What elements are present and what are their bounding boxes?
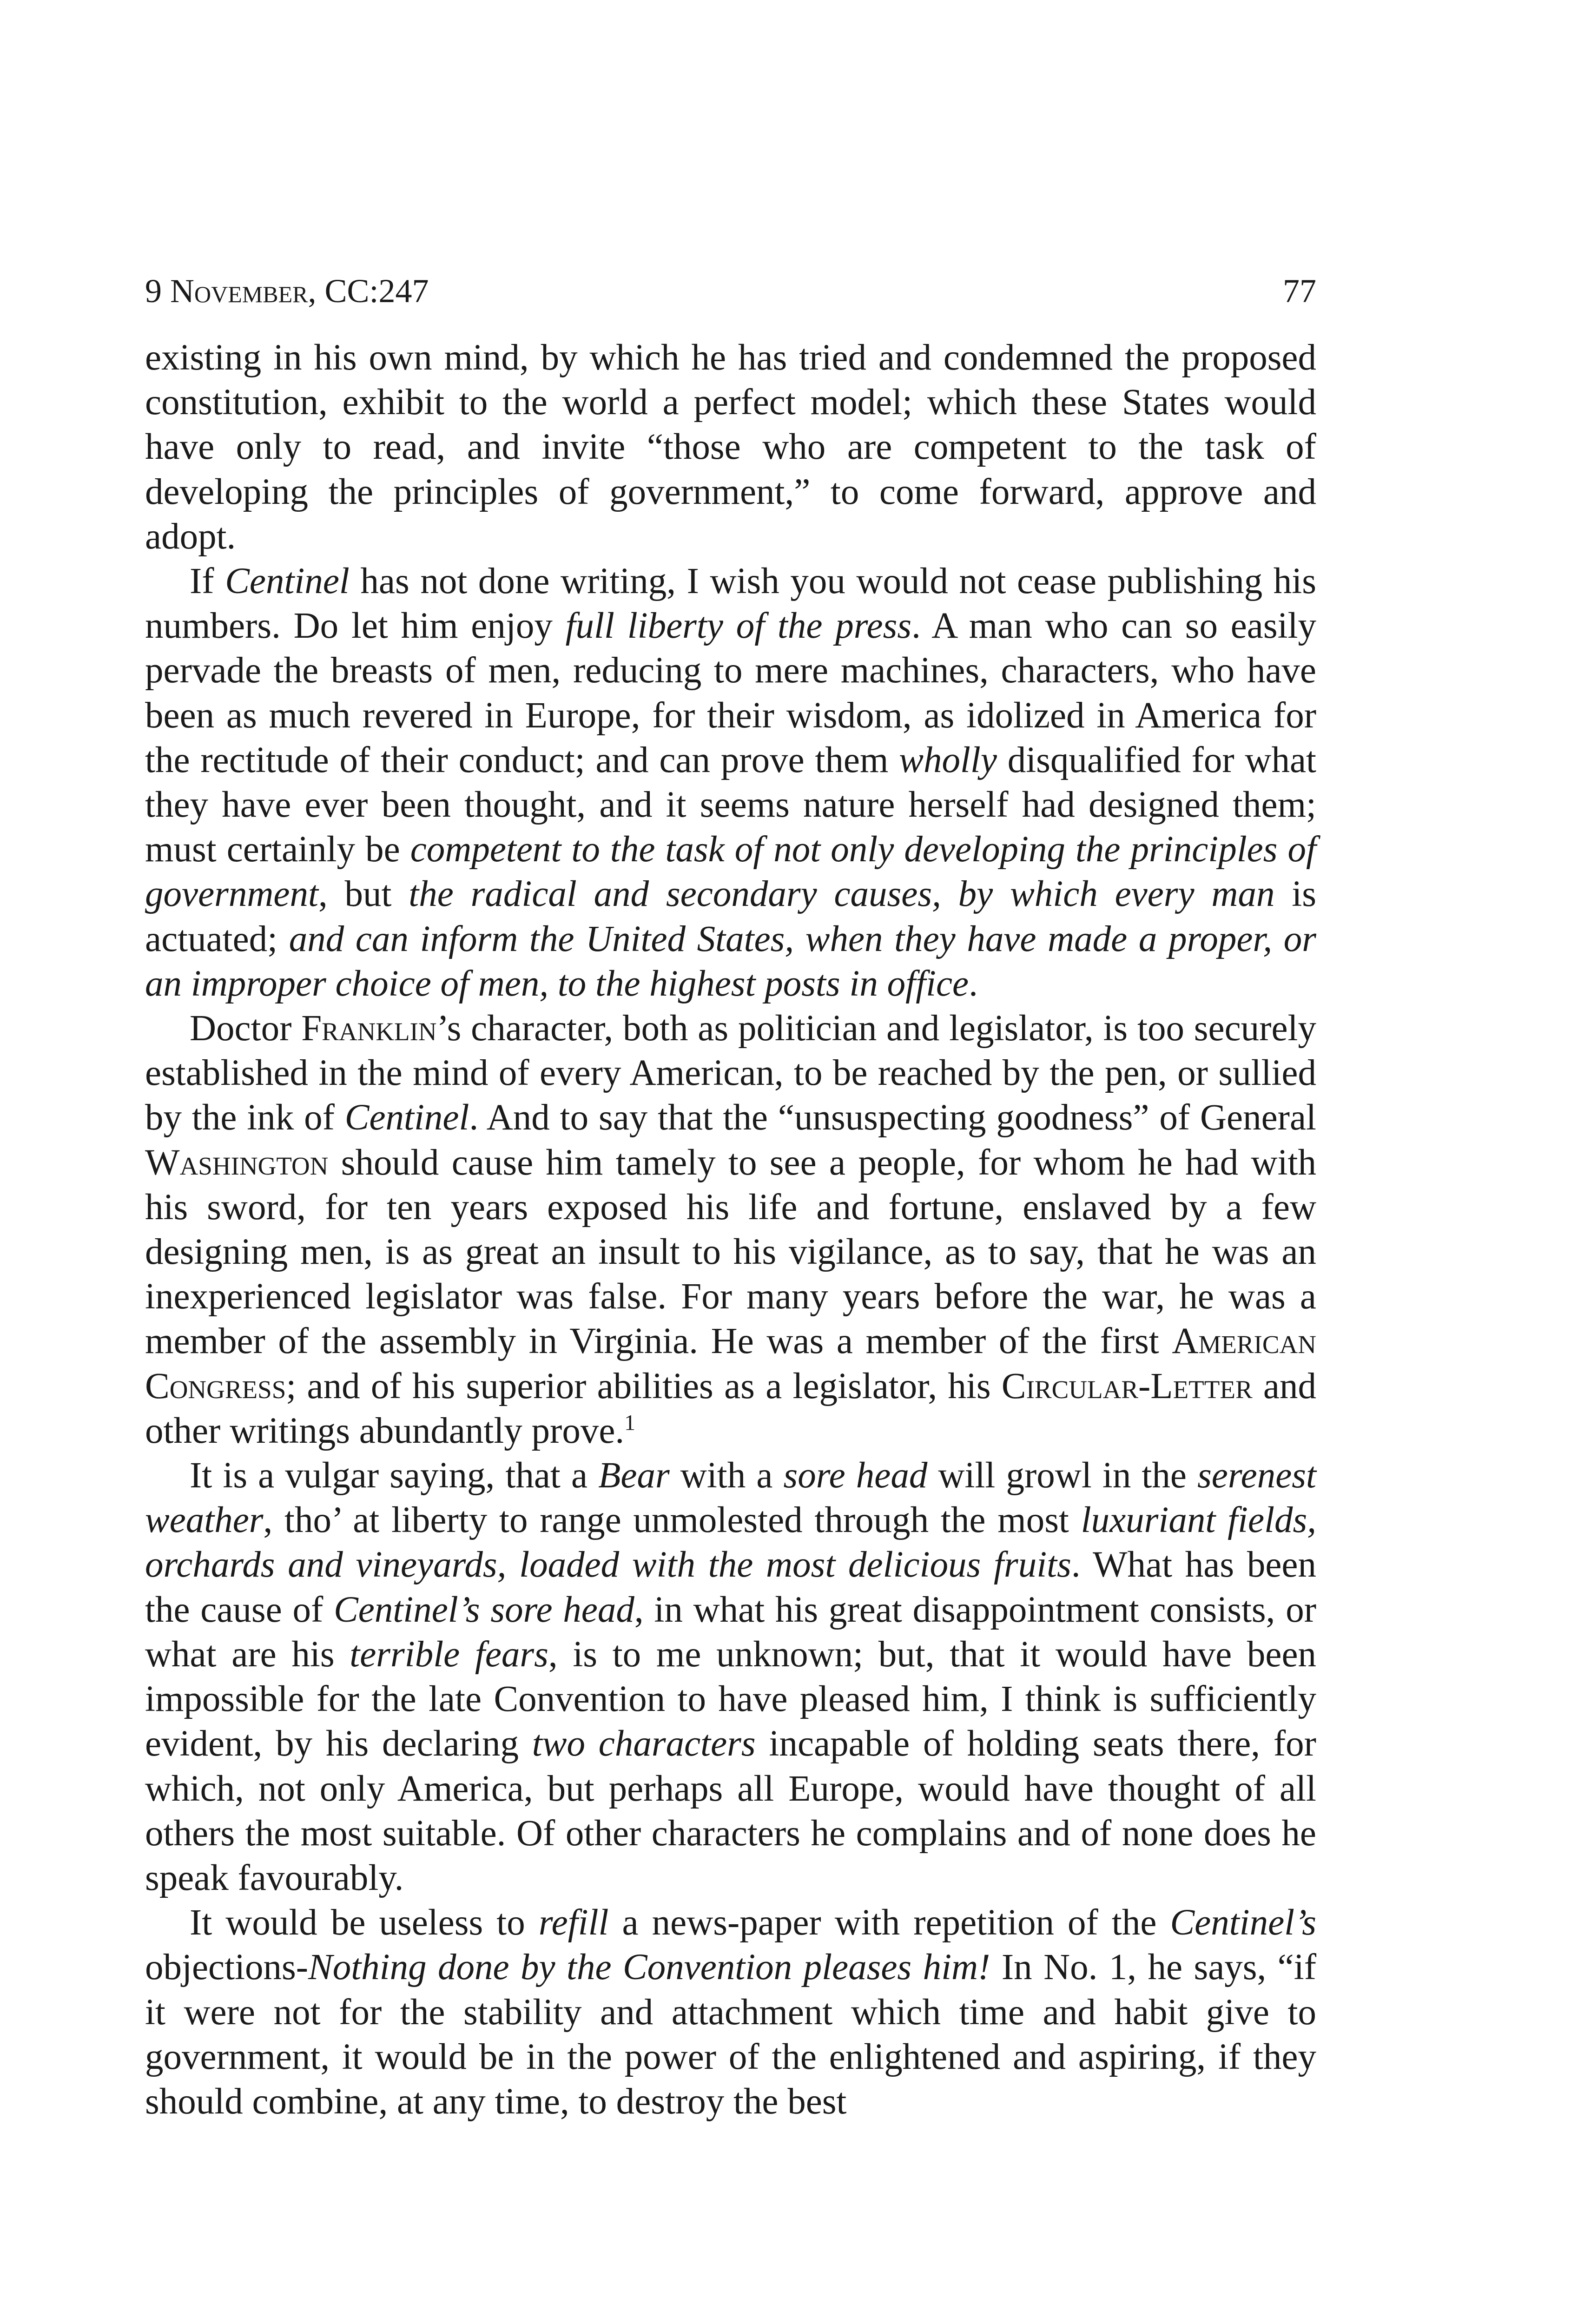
italic-run: and can inform the United States, when they have made a proper, or an improper choice of men, to the highest posts in office [145,918,1316,1004]
text-run: . And to say that the “unsuspecting goodness” of General [469,1097,1316,1138]
italic-run: the radical and secondary causes, by which every man [409,874,1275,915]
running-head-left [145,274,429,308]
italic-run: competent to the task of not only developing the principles of government [145,829,1316,915]
italic-run: Centinel’s [1170,1902,1317,1943]
body-text [145,336,1316,2124]
italic-run: Nothing done by the Convention pleases him! [308,1947,990,1988]
paragraph [145,1006,1316,1453]
italic-run: refill [538,1902,609,1943]
italic-run: Centinel’s sore head [334,1589,634,1630]
small-caps-run: American Congress [145,1321,1316,1406]
running-head-number: 9 [145,272,162,310]
text-run: existing in his own mind, by which he has tried and condemned the proposed constitution, exhibit to the world a perfect model; which these States would have only to read, and invite “those who are competent to the task of developing the principles of government,” to come forward, approve and adopt. [145,337,1316,557]
italic-run: wholly [899,739,997,780]
paragraph [145,336,1316,559]
italic-run: terrible fears [350,1634,548,1675]
text-run: . What has been the cause of [145,1545,1316,1630]
italic-run: two characters [532,1723,756,1764]
text-run: incapable of holding seats there, for which, not only America, but perhaps all Europe, would have thought of all others the most suitable. Of other characters he complains and of none does he speak favourably. [145,1723,1316,1898]
running-head [145,274,1316,308]
small-caps-run: Circular-Letter [1001,1366,1253,1406]
text-run: disqualified for what they have ever been thought, and it seems nature herself had designed them; must certainly be [145,739,1316,870]
page-number: 77 [1283,272,1316,310]
paragraph [145,559,1316,1006]
text-run: should cause him tamely to see a people, for whom he had with his sword, for ten years exposed his life and fortune, enslaved by a few designing men, is as great an insult to his vigilance, as to say, that he was an inexperienced legislator was false. For many years before the war, he was a member of the assembly in Virginia. He was a member of the first [145,1142,1316,1362]
italic-run: full liberty of the press [565,606,912,647]
italic-run: serenest weather [145,1455,1317,1541]
italic-run: sore head [783,1455,928,1496]
text-run: , in what his great disappointment consists, or what are his [145,1589,1317,1675]
text-run: . A man who can so easily pervade the breasts of men, reducing to mere machines, characters, who have been as much revered in Europe, for their wisdom, as idolized in America for the rectitude of their conduct; and can prove them [145,606,1316,780]
text-run: ; and of his superior abilities as a legislator, his [286,1366,1002,1406]
text-run: and other writings abundantly prove. [145,1366,1317,1451]
small-caps-run: Washington [145,1142,329,1183]
footnote-marker: 1 [624,1410,636,1435]
text-run: , tho’ at liberty to range unmolested through the most [263,1500,1081,1541]
text-run: , but [318,874,409,915]
italic-run: Bear [598,1455,670,1496]
text-run: a news-paper with repetition of the [608,1902,1170,1943]
text-run: In No. 1, he says, “if it were not for the stability and attachment which time and habit give to government, it would be in the power of the enlightened and aspiring, if they should combine, at any time, to destroy the best [145,1947,1316,2122]
running-head-month: November [170,272,308,310]
paragraph [145,1901,1316,2124]
italic-run: luxuriant fields, orchards and vineyards, loaded with the most delicious fruits [145,1500,1317,1585]
text-run: It is a vulgar saying, that a [190,1455,599,1496]
text-run: If [190,561,225,602]
text-run: . [969,963,978,1004]
text-run: with a [669,1455,784,1496]
text-run: will growl in the [927,1455,1198,1496]
text-run: ’s character, both as politician and legislator, is too securely established in the mind of every American, to be reached by the pen, or sullied by the ink of [145,1008,1316,1138]
running-head-ref: , CC:247 [308,272,429,310]
text-run: It would be useless to [190,1902,539,1943]
text-run: has not done writing, I wish you would not cease publishing his numbers. Do let him enjoy [145,561,1316,647]
text-run: objections- [145,1947,309,1988]
text-run: , is to me unknown; but, that it would have been impossible for the late Convention to have pleased him, I think is sufficiently evident, by his declaring [145,1634,1317,1764]
italic-run: Centinel [344,1097,469,1138]
text-run: is actuated; [145,874,1317,959]
italic-run: Centinel [225,561,350,602]
document-page [145,274,1316,2124]
text-run: Doctor [190,1008,302,1049]
small-caps-run: Franklin [301,1008,437,1049]
paragraph [145,1453,1316,1901]
